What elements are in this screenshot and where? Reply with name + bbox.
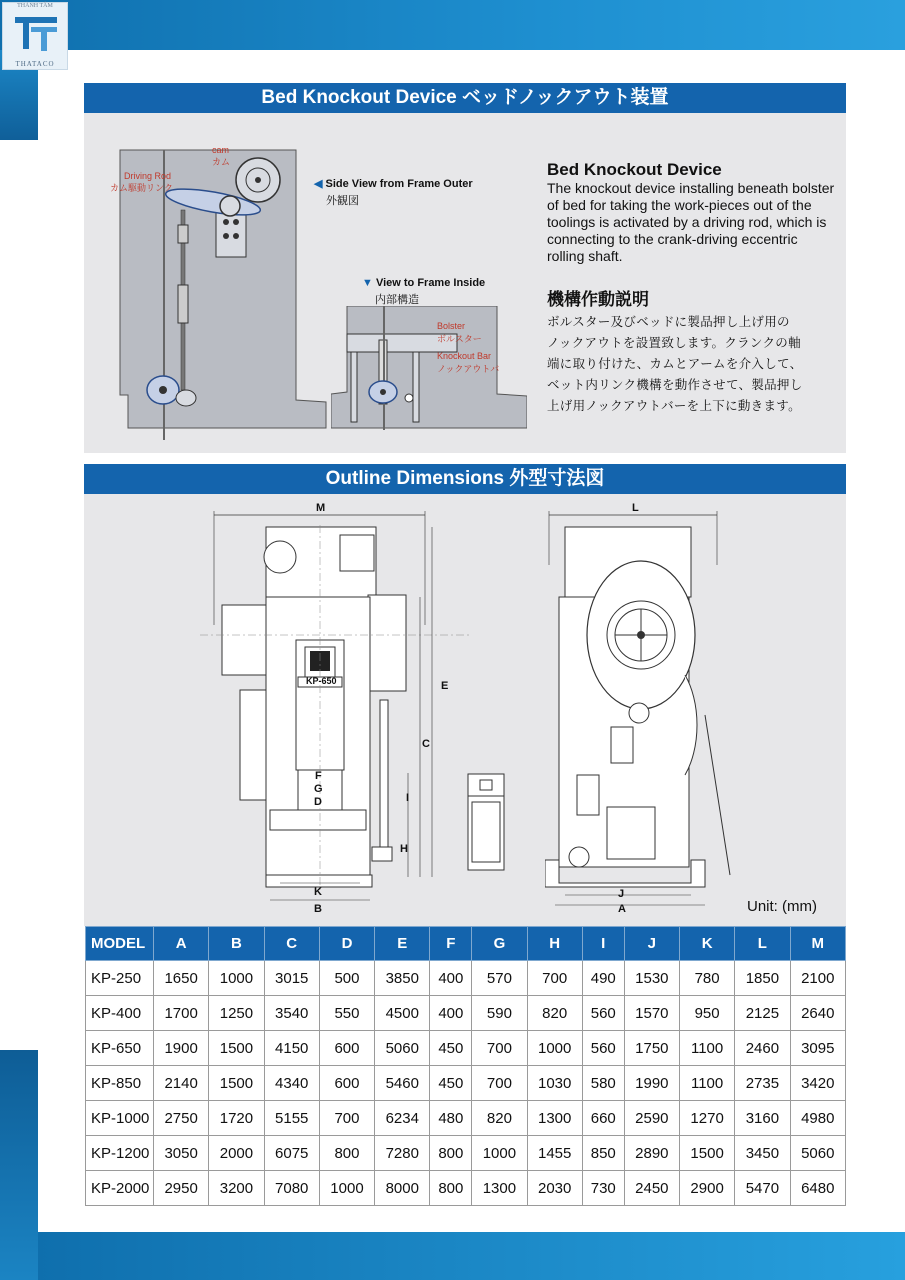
dimension-cell: 1650 (154, 961, 209, 996)
dim-label-c: C (422, 738, 430, 750)
dimension-cell: 780 (679, 961, 734, 996)
dimension-cell: 3540 (264, 996, 319, 1031)
dimension-cell: 4500 (375, 996, 430, 1031)
dim-label-i: I (406, 792, 410, 804)
side-view-machine-drawing (545, 505, 745, 920)
dimension-cell: 3095 (790, 1031, 845, 1066)
cam-label-en: cam (212, 145, 230, 155)
dimension-cell: 820 (527, 996, 582, 1031)
dimension-cell: 3160 (735, 1101, 790, 1136)
dimension-cell: 1455 (527, 1136, 582, 1171)
dimension-cell: 2125 (735, 996, 790, 1031)
dimension-cell: 800 (430, 1136, 472, 1171)
dim-label-j: J (618, 888, 625, 900)
dimension-cell: 1030 (527, 1066, 582, 1101)
dimension-cell: 4150 (264, 1031, 319, 1066)
dimension-cell: 1900 (154, 1031, 209, 1066)
dimension-cell: 6480 (790, 1171, 845, 1206)
col-header-k: K (679, 927, 734, 961)
dimension-cell: 400 (430, 996, 472, 1031)
description-line-4: ベット内リンク機構を動作させて、製品押し (547, 377, 803, 392)
dimension-cell: 4340 (264, 1066, 319, 1101)
dim-label-d: D (314, 796, 322, 808)
table-row (86, 1136, 846, 1171)
model-cell: KP-2000 (86, 1171, 154, 1206)
dim-label-l: L (632, 502, 639, 514)
dimension-cell: 580 (582, 1066, 624, 1101)
top-banner (0, 0, 905, 50)
col-header-h: H (527, 927, 582, 961)
table-row (86, 1031, 846, 1066)
model-cell: KP-250 (86, 961, 154, 996)
table-header-row (86, 927, 846, 961)
dimension-cell: 2100 (790, 961, 845, 996)
dimension-cell: 500 (319, 961, 374, 996)
dimension-cell: 450 (430, 1031, 472, 1066)
dimension-cell: 1100 (679, 1066, 734, 1101)
col-header-l: L (735, 927, 790, 961)
dimension-cell: 2735 (735, 1066, 790, 1101)
dimension-cell: 700 (472, 1066, 527, 1101)
dimension-cell: 800 (319, 1136, 374, 1171)
dimension-cell: 3850 (375, 961, 430, 996)
dimension-cell: 5060 (375, 1031, 430, 1066)
description-line-3: 端に取り付けた、カムとアームを介入して、 (547, 356, 803, 371)
dimension-cell: 7080 (264, 1171, 319, 1206)
dimension-cell: 1850 (735, 961, 790, 996)
dimension-cell: 5470 (735, 1171, 790, 1206)
triangle-down-icon: ▼ (362, 277, 376, 289)
dimension-cell: 2450 (624, 1171, 679, 1206)
dimension-cell: 2030 (527, 1171, 582, 1206)
model-cell: KP-1000 (86, 1101, 154, 1136)
bottom-banner (38, 1232, 905, 1280)
col-header-e: E (375, 927, 430, 961)
dimension-cell: 2890 (624, 1136, 679, 1171)
control-cabinet-drawing (466, 772, 506, 872)
dim-label-h: H (400, 843, 408, 855)
tt-logo-icon (11, 13, 61, 55)
table-body (86, 961, 846, 1206)
dimension-cell: 1500 (209, 1031, 264, 1066)
dim-label-k: K (314, 886, 322, 898)
dimension-cell: 1720 (209, 1101, 264, 1136)
side-view-caption: ◀ Side View from Frame Outer (314, 178, 473, 190)
dim-label-g: G (314, 783, 323, 795)
col-header-b: B (209, 927, 264, 961)
section-title-outline-dimensions: Outline Dimensions 外型寸法図 (84, 464, 846, 494)
dimension-cell: 1000 (319, 1171, 374, 1206)
col-header-c: C (264, 927, 319, 961)
dimension-cell: 400 (430, 961, 472, 996)
dimension-cell: 1500 (679, 1136, 734, 1171)
dimension-cell: 600 (319, 1031, 374, 1066)
col-header-m: M (790, 927, 845, 961)
col-header-i: I (582, 927, 624, 961)
dimension-cell: 5060 (790, 1136, 845, 1171)
dim-label-a: A (618, 903, 626, 915)
dimension-cell: 950 (679, 996, 734, 1031)
dimension-cell: 1700 (154, 996, 209, 1031)
dimension-cell: 480 (430, 1101, 472, 1136)
front-view-drawing (200, 505, 470, 920)
dimension-cell: 560 (582, 996, 624, 1031)
col-header-g: G (472, 927, 527, 961)
dimension-cell: 1500 (209, 1066, 264, 1101)
col-header-model: MODEL (86, 927, 154, 961)
dimension-cell: 700 (527, 961, 582, 996)
dim-label-e: E (441, 680, 449, 692)
left-accent-strip-bottom (0, 1050, 38, 1280)
dimension-cell: 600 (319, 1066, 374, 1101)
model-cell: KP-850 (86, 1066, 154, 1101)
dimension-cell: 3015 (264, 961, 319, 996)
dimension-cell: 2750 (154, 1101, 209, 1136)
dimension-cell: 3420 (790, 1066, 845, 1101)
knockout-bar-label-jp: ノックアウトバ (437, 365, 500, 375)
dimension-cell: 1000 (527, 1031, 582, 1066)
description-title-jp: 機構作動説明 (547, 290, 649, 310)
dimension-cell: 1300 (472, 1171, 527, 1206)
dimension-cell: 800 (430, 1171, 472, 1206)
dimension-cell: 1570 (624, 996, 679, 1031)
description-line-2: ノックアウトを設置致します。クランクの軸 (547, 335, 801, 350)
dimension-cell: 2460 (735, 1031, 790, 1066)
dimension-cell: 1530 (624, 961, 679, 996)
description-line-1: ボルスター及びベッドに製品押し上げ用の (547, 314, 790, 329)
bed-knockout-description (547, 160, 837, 265)
table-row (86, 1066, 846, 1101)
dimension-cell: 490 (582, 961, 624, 996)
dimension-cell: 1270 (679, 1101, 734, 1136)
dimension-cell: 1750 (624, 1031, 679, 1066)
col-header-j: J (624, 927, 679, 961)
mechanism-description-jp (547, 289, 837, 416)
dimension-cell: 1000 (209, 961, 264, 996)
dimension-cell: 2140 (154, 1066, 209, 1101)
description-body-en: The knockout device installing beneath bolster of bed for taking the work-pieces out of the toolings is activated by a driving rod, which is connecting to the crank-driving eccentric rolling shaft. (547, 180, 835, 264)
logo-top-text: THÀNH TÂM (17, 3, 53, 9)
model-cell: KP-1200 (86, 1136, 154, 1171)
section-title-bed-knockout: Bed Knockout Device ベッドノックアウト装置 (84, 83, 846, 113)
dimension-cell: 3050 (154, 1136, 209, 1171)
dimension-cell: 560 (582, 1031, 624, 1066)
dim-label-b: B (314, 903, 322, 915)
inside-view-caption-jp: 内部構造 (375, 293, 419, 306)
dimension-cell: 700 (472, 1031, 527, 1066)
table-row (86, 1101, 846, 1136)
unit-label: Unit: (mm) (747, 898, 817, 915)
dimension-cell: 700 (319, 1101, 374, 1136)
description-line-5: 上げ用ノックアウトバーを上下に動きます。 (547, 398, 801, 413)
col-header-f: F (430, 927, 472, 961)
table-row (86, 1171, 846, 1206)
brand-logo (2, 2, 68, 70)
dimension-cell: 1000 (472, 1136, 527, 1171)
bolster-label-jp: ボルスター (437, 335, 482, 345)
dimension-cell: 1250 (209, 996, 264, 1031)
dimensions-table (85, 926, 846, 1206)
dimension-cell: 820 (472, 1101, 527, 1136)
driving-rod-label-jp: カム駆動リンク (110, 184, 173, 194)
dimension-cell: 2000 (209, 1136, 264, 1171)
description-title-en: Bed Knockout Device (547, 160, 722, 179)
dim-label-f: F (315, 770, 322, 782)
table-row (86, 961, 846, 996)
dimension-cell: 850 (582, 1136, 624, 1171)
dimension-cell: 2900 (679, 1171, 734, 1206)
table-row (86, 996, 846, 1031)
dimension-cell: 730 (582, 1171, 624, 1206)
dimension-cell: 2640 (790, 996, 845, 1031)
triangle-left-icon: ◀ (314, 178, 326, 190)
cam-label-jp: カム (212, 158, 231, 168)
col-header-d: D (319, 927, 374, 961)
model-cell: KP-400 (86, 996, 154, 1031)
driving-rod-label-en: Driving Rod (124, 171, 172, 181)
dimension-cell: 2590 (624, 1101, 679, 1136)
dimension-cell: 1100 (679, 1031, 734, 1066)
knockout-bar-label-en: Knockout Bar (437, 351, 492, 361)
dimension-cell: 590 (472, 996, 527, 1031)
dimension-cell: 3450 (735, 1136, 790, 1171)
logo-brand-name: THATACO (15, 60, 55, 68)
model-cell: KP-650 (86, 1031, 154, 1066)
dimension-cell: 5155 (264, 1101, 319, 1136)
dimension-cell: 3200 (209, 1171, 264, 1206)
inside-view-caption: ▼ View to Frame Inside (362, 277, 486, 289)
machine-model-plate: KP-650 (306, 676, 337, 686)
dimension-cell: 660 (582, 1101, 624, 1136)
dimension-cell: 1300 (527, 1101, 582, 1136)
dimension-cell: 570 (472, 961, 527, 996)
dimension-cell: 1990 (624, 1066, 679, 1101)
dimension-cell: 6075 (264, 1136, 319, 1171)
col-header-a: A (154, 927, 209, 961)
dimension-cell: 5460 (375, 1066, 430, 1101)
dimension-cell: 4980 (790, 1101, 845, 1136)
side-view-caption-jp: 外観図 (326, 194, 359, 207)
dimension-cell: 550 (319, 996, 374, 1031)
dimension-cell: 2950 (154, 1171, 209, 1206)
dim-label-m: M (316, 502, 326, 514)
dimension-cell: 450 (430, 1066, 472, 1101)
dimension-cell: 8000 (375, 1171, 430, 1206)
bolster-label-en: Bolster (437, 321, 466, 331)
dimension-cell: 6234 (375, 1101, 430, 1136)
dimension-cell: 7280 (375, 1136, 430, 1171)
